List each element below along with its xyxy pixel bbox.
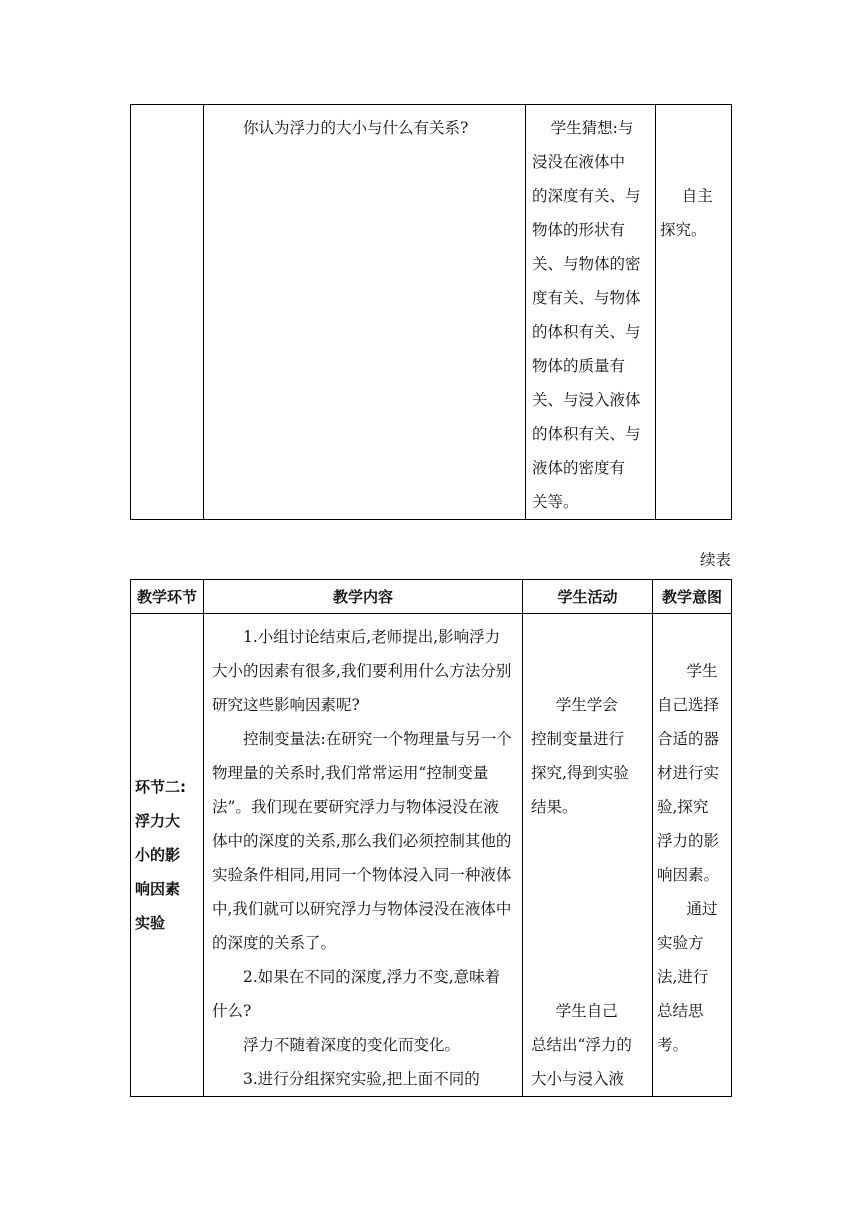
intent-line: 考。 [657, 1036, 689, 1054]
activity-line: 控制变量进行 [531, 730, 625, 748]
intent-text [660, 179, 729, 247]
guess-line: 关等。 [532, 493, 579, 511]
activity-line: 大小与浸入液 [531, 1070, 625, 1088]
table-row [131, 105, 732, 520]
guess-line: 学生猜想:与 [550, 119, 634, 137]
content-paragraph: 2.如果在不同的深度,浮力不变,意味着什么? [212, 968, 501, 1020]
stage-line: 实验 [135, 914, 166, 932]
activity-line: 探究,得到实验 [531, 764, 629, 782]
table-header-row [131, 580, 732, 614]
content-paragraph: 控制变量法:在研究一个物理量与另一个物理量的关系时,我们常常运用“控制变量法”。我们现在要研究浮力与物体浸没在液体中的深度的关系,那么我们必须控制其他的实验条件相同,用同一个物体浸入同一种液体中,我们就可以研究浮力与物体浸没在液体中的深度的关系了。 [212, 730, 512, 952]
table-row [131, 614, 732, 1097]
intent-line: 总结思 [657, 1002, 704, 1020]
intent-cell [653, 614, 732, 1097]
content-cell [204, 614, 523, 1097]
activity-line: 学生学会 [555, 696, 618, 714]
intent-line: 响因素。 [657, 866, 720, 884]
guess-line: 物体的形状有 [532, 221, 626, 239]
guess-line: 关、与浸入液体 [532, 391, 641, 409]
activity-line: 总结出“浮力的 [531, 1036, 632, 1054]
guess-line: 的体积有关、与 [532, 425, 641, 443]
guess-line: 浸没在液体中 [532, 153, 626, 171]
table-lesson [130, 579, 732, 1097]
guess-line: 的深度有关、与 [532, 187, 641, 205]
header-stage: 教学环节 [131, 580, 204, 614]
intent-cell [656, 105, 732, 520]
guess-line: 液体的密度有 [532, 459, 626, 477]
intent-line: 浮力的影 [657, 832, 720, 850]
stage-line: 环节二: [135, 778, 186, 796]
activity-cell [526, 105, 656, 520]
intent-line: 自己选择 [657, 696, 720, 714]
stage-line: 浮力大 [135, 812, 181, 830]
content-paragraph: 浮力不随着深度的变化而变化。 [243, 1036, 461, 1054]
activity-block-1 [531, 688, 650, 824]
intent-line: 自主 [681, 187, 713, 205]
guess-line: 物体的质量有 [532, 357, 626, 375]
intent-line: 材进行实 [657, 764, 720, 782]
intent-line: 学生 [686, 662, 718, 680]
content-cell [204, 105, 526, 520]
content-paragraph: 1.小组讨论结束后,老师提出,影响浮力大小的因素有很多,我们要利用什么方法分别研究这些影响因素呢? [212, 628, 512, 714]
intent-line: 合适的器 [657, 730, 720, 748]
header-content: 教学内容 [204, 580, 523, 614]
header-intent: 教学意图 [653, 580, 732, 614]
header-activity: 学生活动 [523, 580, 653, 614]
activity-line: 结果。 [531, 798, 578, 816]
guess-line: 度有关、与物体 [532, 289, 641, 307]
intent-line: 探究。 [660, 221, 707, 239]
guess-line: 关、与物体的密 [532, 255, 641, 273]
continuation-label: 续表 [699, 551, 731, 569]
stage-line: 响因素 [135, 880, 181, 898]
intent-line: 验,探究 [657, 798, 709, 816]
content-paragraph: 3.进行分组探究实验,把上面不同的 [243, 1070, 480, 1088]
intent-block-1 [657, 654, 729, 892]
stage-line: 小的影 [135, 846, 181, 864]
stage-cell-empty [131, 105, 204, 520]
intent-line: 法,进行 [657, 968, 709, 986]
activity-line: 学生自己 [555, 1002, 618, 1020]
stage-cell [131, 614, 204, 1097]
intent-line: 实验方 [657, 934, 704, 952]
activity-cell [523, 614, 653, 1097]
activity-spacer [531, 824, 650, 994]
activity-block-2 [531, 994, 650, 1096]
table-top [130, 104, 732, 520]
intent-block-2 [657, 892, 729, 1062]
guess-line: 的体积有关、与 [532, 323, 641, 341]
intent-line: 通过 [686, 900, 718, 918]
question-text: 你认为浮力的大小与什么有关系? [243, 119, 469, 137]
student-guess [532, 111, 653, 519]
